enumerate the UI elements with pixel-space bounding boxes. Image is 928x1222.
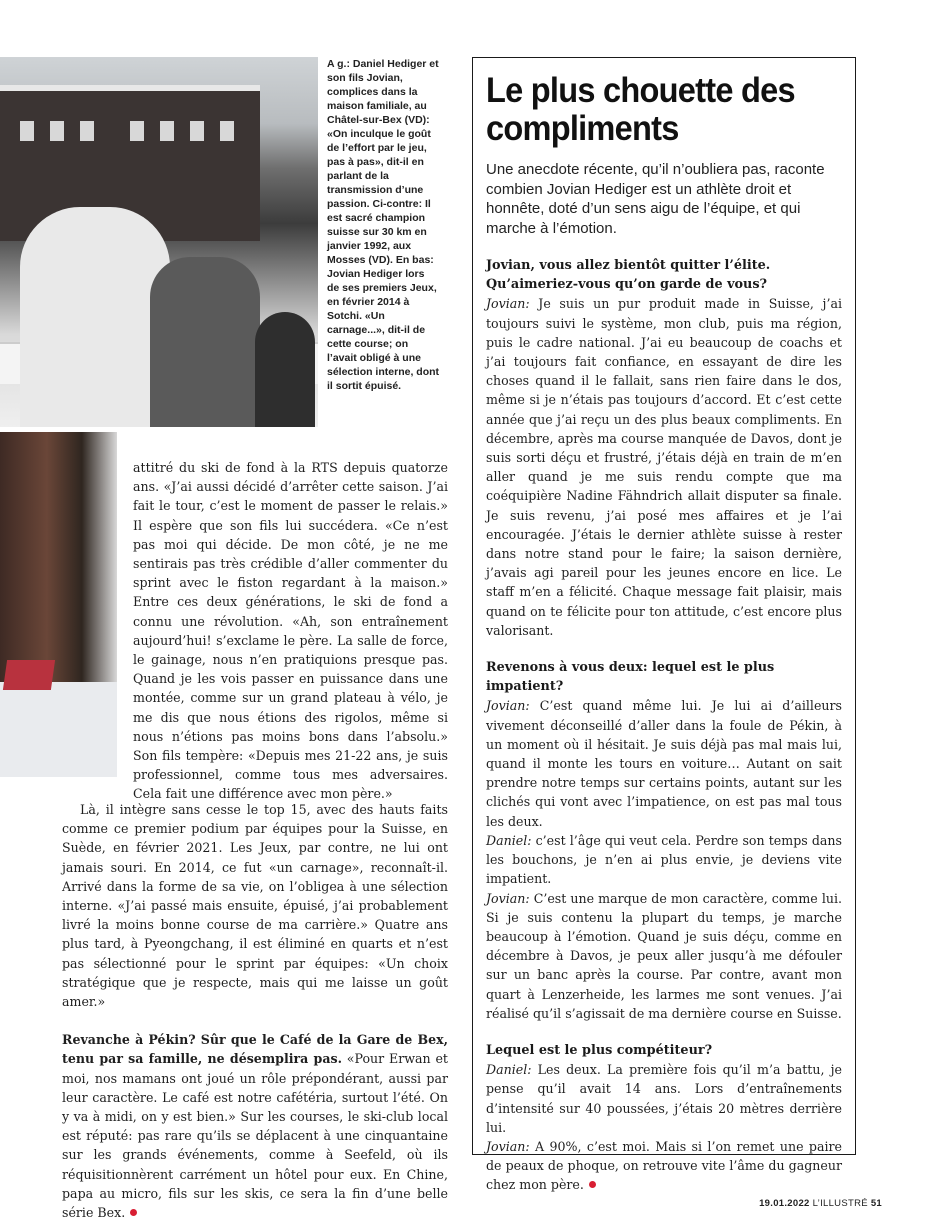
footer-magazine: L’ILLUSTRÉ xyxy=(812,1198,868,1209)
speaker-name: Jovian: xyxy=(486,698,530,714)
photo-window xyxy=(80,121,94,141)
sidebar-qa-2 xyxy=(486,658,842,1023)
photo-window xyxy=(50,121,64,141)
photo-window xyxy=(160,121,174,141)
photo-red-flag xyxy=(3,660,55,690)
photo-window xyxy=(190,121,204,141)
answer-text: C’est une marque de mon caractère, comme lui. Si je suis contenu la plupart du temps, je marche beaucoup à l’émotion. Quand je suis déçu, comme en décembre à Davos, je peux aller jusqu’à me défouler sur un banc après la course. Par contre, avant mon quart à Lenzerheide, les larmes me sont venues. J’ai réalisé qu’il s’agissait de ma dernière course en Suisse. xyxy=(486,890,842,1021)
end-mark-icon xyxy=(130,1209,137,1216)
footer-date: 19.01.2022 xyxy=(759,1198,810,1209)
sidebar-answer xyxy=(486,696,842,830)
article-main-column xyxy=(62,800,448,1222)
article-paragraph: Là, il intègre sans cesse le top 15, avec des hauts faits comme ce premier podium par équipes pour la Suisse, en Suède, en février 2021. Les Jeux, par contre, ne lui ont jamais souri. En 2014, ce fut «un carnage», reconnaît-il. Arrivé dans la forme de sa vie, on l’obligea à une sélection interne. «J’ai passé mais ensuite, épuisé, j’ai probablement livré la moins bonne course de ma carrière.» Quatre ans plus tard, à Pyeongchang, il est éliminé en quarts et n’est pas sélectionné pour le sprint par équipes: «Un choix stratégique que je respecte, mais qui me laisse un goût amer.» xyxy=(62,802,448,1010)
sidebar-intro: Une anecdote récente, qu’il n’oubliera pas, raconte combien Jovian Hediger est un athlète droit et honnête, doté d’un sens aigu de l’équipe, et qui marche à l’émotion. xyxy=(486,161,825,237)
photo-snow xyxy=(0,682,117,777)
footer-page-number: 51 xyxy=(870,1198,882,1209)
photo-sotchi-race xyxy=(0,432,117,777)
photo-chalet-father-son xyxy=(0,57,318,427)
speaker-name: Jovian: xyxy=(486,296,530,312)
photo-caption: A g.: Daniel Hediger et son fils Jovian, complices dans la maison familiale, au Châtel-sur-Bex (VD): «On inculque le goût de l’effort par le jeu, pas à pas», dit-il en parlant de la transmission d’une passion. Ci-contre: Il est sacré champion suisse sur 30 km en janvier 1992, aux Mosses (VD). En bas: Jovian Hediger lors de ses premiers Jeux, en février 2014 à Sotchi. «Un carnage...», dit-il de cette course; on l’avait obligé à une sélection interne, dont il sortit épuisé. xyxy=(327,58,440,392)
speaker-name: Daniel: xyxy=(486,832,532,848)
sidebar-interview-box xyxy=(472,57,856,1193)
sidebar-qa-1 xyxy=(486,256,842,640)
speaker-name: Jovian: xyxy=(486,890,530,906)
answer-text: c’est l’âge qui veut cela. Perdre son temps dans les bouchons, je n’en ai plus envie, je deviens vite impatient. xyxy=(486,832,842,887)
sidebar-answer xyxy=(486,294,842,640)
sidebar-answer xyxy=(486,1137,842,1195)
sidebar-answer xyxy=(486,889,842,1023)
sidebar-question: Revenons à vous deux: lequel est le plus impatient? xyxy=(486,660,775,695)
answer-text: C’est quand même lui. Je lui ai d’ailleurs vivement déconseillé d’aller dans la foule de Pékin, à un moment où il hésitait. Je suis déjà pas mal mais lui, quand il monte les tours en voiture… Autant on sait prendre notre temps sur certains points, autant sur les clichés qui vont avec l’impatience, on est pas mal tous les deux. xyxy=(486,698,842,829)
sidebar-answer xyxy=(486,831,842,889)
article-lead-paragraph: attitré du ski de fond à la RTS depuis quatorze ans. «J’ai aussi décidé d’arrêter cette saison. J’ai fait le tour, c’est le moment de passer le relais.» Il espère que son fils lui succédera. «Ce n’est pas moi qui décide. De mon côté, je ne me sentirais pas très crédible d’aller commenter du sprint avec le fiston regardant à la maison.» Entre ces deux générations, le ski de fond a connu une révolution. «Ah, son entraînement aujourd’hui! s’exclame le père. La salle de force, le gainage, nous n’en pratiquions presque pas. Quand je les vois passer en puissance dans une montée, comme sur un grand plateau à vélo, je me dis que nous étions des rigolos, même si nous n’étions pas moins bons dans l’absolu.» Son fils tempère: «Depuis mes 21-22 ans, je suis professionnel, comme tous mes adversaires. Cela fait une différence avec mon père.» xyxy=(133,460,448,802)
page-footer xyxy=(759,1198,882,1209)
answer-text: Je suis un pur produit made in Suisse, j’ai toujours suivi le système, mon club, puis ma région, puis le cadre national. J’ai eu beaucoup de coachs et j’ai toujours fait confiance, en essayant de dire les choses quand il le fallait, sans rien faire dans le dos, même si je n’étais pas toujours d’accord. Et c’est cette année que j’ai reçu un des plus beaux compliments. En décembre, après ma course manquée de Davos, dont je suis sorti déçu et frustré, j’étais déjà en train de m’en aller quand je me suis rendu compte que ma coéquipière Nadine Fähndrich allait disputer sa finale. Je suis revenu, j’ai posé mes affaires et je l’ai encouragée. J’étais le dernier athlète suisse à rester dans notre stand pour le faire; la saison dernière, j’avais agi pareil pour les jeunes encore en lice. Le staff m’en a félicité. Chaque message fait plaisir, mais quand on te félicite pour ton attitude, c’est encore plus valorisant. xyxy=(486,296,842,638)
article-paragraph xyxy=(62,1030,448,1222)
answer-text: Les deux. La première fois qu’il m’a battu, je pense qu’il avait 14 ans. Lors d’entraînements d’intensité sur 40 poussées, j’étais 20 mètres derrière lui. xyxy=(486,1062,842,1135)
speaker-name: Jovian: xyxy=(486,1138,530,1154)
speaker-name: Daniel: xyxy=(486,1062,532,1078)
photo-window xyxy=(220,121,234,141)
article-paragraph-text: «Pour Erwan et moi, nos mamans ont joué un rôle prépondérant, aussi par leur caractère. Le café est notre cafétéria, surtout l’été. On y va à midi, on y est bien.» Sur les courses, le ski-club local est réputé: pas rare qu’ils se déplacent à une cinquantaine sur les grands événements, comme à Seefeld, où ils réquisitionnèrent carrément un hôtel pour eux. En Chine, papa au micro, fils sur les skis, ce sera la fin d’une belle série Bex. xyxy=(62,1051,448,1221)
sidebar-qa-3 xyxy=(486,1041,842,1195)
answer-text: A 90%, c’est moi. Mais si l’on remet une paire de peaux de phoque, on retrouve vite l’âme du gagneur chez mon père. xyxy=(486,1138,842,1193)
photo-window xyxy=(130,121,144,141)
photo-spectator-figure xyxy=(255,312,315,427)
photo-skier-figure xyxy=(20,207,170,427)
sidebar-question: Jovian, vous allez bientôt quitter l’élite. Qu’aimeriez-vous qu’on garde de vous? xyxy=(486,258,771,293)
sidebar-title: Le plus chouette des compliments xyxy=(486,71,795,148)
sidebar-answer xyxy=(486,1060,842,1137)
photo-spectator-figure xyxy=(150,257,260,427)
end-mark-icon xyxy=(589,1181,596,1188)
sidebar-question: Lequel est le plus compétiteur? xyxy=(486,1042,713,1058)
photo-window xyxy=(20,121,34,141)
article-bold-lead: Revanche à Pékin? Sûr que le Café de la Gare de Bex, tenu par sa famille, ne désemplira pas. xyxy=(62,1032,448,1067)
